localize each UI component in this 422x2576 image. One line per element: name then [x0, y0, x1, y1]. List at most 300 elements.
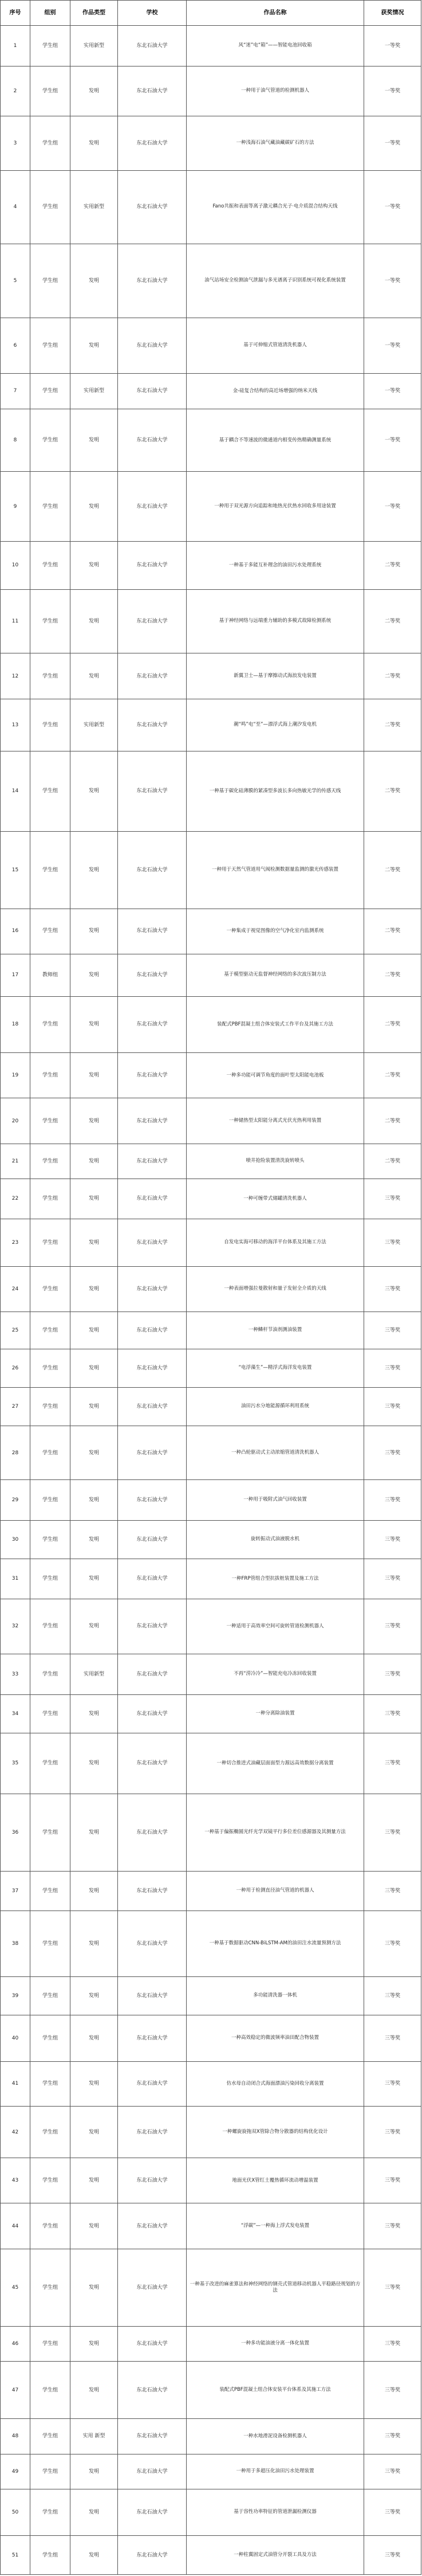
row-number: 39	[1, 1976, 30, 2015]
row-group: 学生组	[30, 472, 70, 542]
row-work-name: 一种集成于视觉图像的空气净化室内监测系统	[187, 909, 364, 954]
row-group: 学生组	[30, 1426, 70, 1480]
row-group: 学生组	[30, 2249, 70, 2327]
row-work-name: 仿水母自动闭合式海面漂油污染回收分离装置	[187, 2062, 364, 2107]
row-number: 16	[1, 909, 30, 954]
row-school: 东北石油大学	[118, 589, 187, 653]
row-school: 东北石油大学	[118, 653, 187, 699]
table-row	[1, 2158, 421, 2203]
row-award: 三等奖	[364, 1426, 421, 1480]
header-group: 组别	[30, 1, 70, 26]
table-row	[1, 116, 421, 170]
row-work-name: 一种基于多能互补理念的油田污水处理系统	[187, 542, 364, 590]
row-group: 学生组	[30, 1794, 70, 1872]
row-work-name: Fano共振和表面等离子激元耦合光子·电介质混合结构天线	[187, 170, 364, 244]
table-row	[1, 1872, 421, 1911]
table-row	[1, 1976, 421, 2015]
row-work-name: “浮碳”—一种海上浮式发电装置	[187, 2203, 364, 2249]
row-work-name: 一种用于吸附式油气回收装置	[187, 1480, 364, 1521]
row-category: 发明	[70, 2249, 118, 2327]
row-group: 学生组	[30, 1520, 70, 1559]
row-category: 发明	[70, 66, 118, 116]
row-group: 学生组	[30, 1911, 70, 1976]
row-category: 发明	[70, 1266, 118, 1312]
row-group: 学生组	[30, 1976, 70, 2015]
row-category: 发明	[70, 1349, 118, 1387]
row-award: 二等奖	[364, 909, 421, 954]
table-row	[1, 832, 421, 909]
row-school: 东北石油大学	[118, 2536, 187, 2575]
row-work-name: 油田污水分地能源循环利用系统	[187, 1387, 364, 1426]
row-category: 发明	[70, 1794, 118, 1872]
row-number: 44	[1, 2203, 30, 2249]
row-group: 学生组	[30, 2203, 70, 2249]
row-category: 发明	[70, 589, 118, 653]
row-work-name: 一种用于油气管道的检测机器人	[187, 66, 364, 116]
row-work-name: 一种基于改进的麻雀算法和神经网络的钢壳式管道移动机器人平稳路径规划的方法	[187, 2249, 364, 2327]
row-category: 发明	[70, 2203, 118, 2249]
row-category: 发明	[70, 1559, 118, 1599]
row-category: 发明	[70, 2158, 118, 2203]
row-school: 东北石油大学	[118, 373, 187, 409]
row-number: 27	[1, 1387, 30, 1426]
row-number: 11	[1, 589, 30, 653]
row-award: 二等奖	[364, 699, 421, 751]
row-number: 49	[1, 2454, 30, 2489]
row-work-name: 一种表面增强拉曼散射和量子发射全介质的天线	[187, 1266, 364, 1312]
row-number: 1	[1, 26, 30, 66]
row-group: 学生组	[30, 2536, 70, 2575]
row-award: 二等奖	[364, 832, 421, 909]
table-row	[1, 26, 421, 66]
row-school: 东北石油大学	[118, 1312, 187, 1349]
row-work-name: 旋转振动式油液脱水机	[187, 1520, 364, 1559]
row-school: 东北石油大学	[118, 751, 187, 831]
row-school: 东北石油大学	[118, 26, 187, 66]
table-row	[1, 244, 421, 318]
row-category: 发明	[70, 116, 118, 170]
row-school: 东北石油大学	[118, 409, 187, 472]
row-award: 三等奖	[364, 1219, 421, 1266]
row-school: 东北石油大学	[118, 1559, 187, 1599]
row-category: 发明	[70, 751, 118, 831]
row-category: 实用新型	[70, 26, 118, 66]
row-award: 一等奖	[364, 373, 421, 409]
row-school: 东北石油大学	[118, 116, 187, 170]
row-number: 3	[1, 116, 30, 170]
row-award: 三等奖	[364, 1480, 421, 1521]
row-award: 三等奖	[364, 2203, 421, 2249]
row-school: 东北石油大学	[118, 1872, 187, 1911]
row-group: 学生组	[30, 1312, 70, 1349]
table-row	[1, 996, 421, 1053]
table-row	[1, 170, 421, 244]
row-award: 三等奖	[364, 2536, 421, 2575]
row-school: 东北石油大学	[118, 1520, 187, 1559]
row-category: 实用 新型	[70, 2419, 118, 2454]
row-number: 18	[1, 996, 30, 1053]
table-row	[1, 2062, 421, 2107]
row-school: 东北石油大学	[118, 2203, 187, 2249]
row-number: 2	[1, 66, 30, 116]
row-category: 发明	[70, 2326, 118, 2361]
table-row	[1, 2362, 421, 2419]
row-work-name: 一种储热型太阳能分离式光伏光热利用装置	[187, 1098, 364, 1144]
row-work-name: 一种螺旋旋拖双X管除合物分散器的结构优化设计	[187, 2106, 364, 2158]
table-row	[1, 318, 421, 373]
row-category: 实用新型	[70, 170, 118, 244]
row-award: 一等奖	[364, 116, 421, 170]
row-number: 4	[1, 170, 30, 244]
row-award: 一等奖	[364, 318, 421, 373]
row-work-name: 一种用于天然气管道用气阀检测数据量监测的激光传感装置	[187, 832, 364, 909]
row-group: 学生组	[30, 170, 70, 244]
row-award: 三等奖	[364, 1976, 421, 2015]
row-award: 一等奖	[364, 409, 421, 472]
row-school: 东北石油大学	[118, 1599, 187, 1654]
row-work-name: 油气站场安全检测油气泄漏与多光谱离子识别系统可视化系统装置	[187, 244, 364, 318]
row-award: 二等奖	[364, 1098, 421, 1144]
row-group: 学生组	[30, 116, 70, 170]
row-category: 发明	[70, 409, 118, 472]
row-group: 学生组	[30, 2015, 70, 2061]
table-row	[1, 66, 421, 116]
row-category: 发明	[70, 2454, 118, 2489]
row-work-name: 潮“鸣”电“至”—漂浮式海上潮汐发电机	[187, 699, 364, 751]
table-row	[1, 1733, 421, 1794]
row-work-name: 一种用于双光源方向追踪和地热光伏热水回收多用途装置	[187, 472, 364, 542]
row-category: 发明	[70, 1179, 118, 1219]
row-number: 21	[1, 1144, 30, 1179]
row-group: 学生组	[30, 909, 70, 954]
row-category: 发明	[70, 996, 118, 1053]
row-group: 学生组	[30, 373, 70, 409]
row-work-name: 装配式PBF混凝土组合体安装平台体系及其施工方法	[187, 2362, 364, 2419]
row-school: 东北石油大学	[118, 66, 187, 116]
table-row	[1, 1179, 421, 1219]
row-school: 东北石油大学	[118, 1733, 187, 1794]
row-group: 学生组	[30, 1559, 70, 1599]
row-category: 实用新型	[70, 699, 118, 751]
row-number: 22	[1, 1179, 30, 1219]
row-number: 40	[1, 2015, 30, 2061]
row-school: 东北石油大学	[118, 472, 187, 542]
row-award: 一等奖	[364, 26, 421, 66]
row-work-name: 金-硅复合结构的高近场增强的纳米天线	[187, 373, 364, 409]
table-row	[1, 2536, 421, 2575]
row-number: 13	[1, 699, 30, 751]
row-work-name: 基于容性功率特征的管道泄漏检测仪器	[187, 2489, 364, 2536]
row-number: 26	[1, 1349, 30, 1387]
row-award: 一等奖	[364, 170, 421, 244]
row-award: 二等奖	[364, 954, 421, 996]
row-work-name: “电浮藻生”—精浮式海洋发电装置	[187, 1349, 364, 1387]
row-work-name: 自发电实海可移动的海洋平台体系及其施工方法	[187, 1219, 364, 1266]
row-number: 46	[1, 2326, 30, 2361]
row-school: 东北石油大学	[118, 1694, 187, 1733]
header-category: 作品类型	[70, 1, 118, 26]
row-group: 学生组	[30, 1599, 70, 1654]
row-work-name: 一种用于检测直径油气管道的机器人	[187, 1872, 364, 1911]
row-group: 学生组	[30, 2158, 70, 2203]
row-award: 三等奖	[364, 1387, 421, 1426]
row-school: 东北石油大学	[118, 2454, 187, 2489]
row-award: 三等奖	[364, 2158, 421, 2203]
row-work-name: 基于可伸缩式管道清洗机器人	[187, 318, 364, 373]
table-body	[1, 26, 421, 2575]
table-row	[1, 542, 421, 590]
row-school: 东北石油大学	[118, 2326, 187, 2361]
row-award: 三等奖	[364, 1179, 421, 1219]
row-group: 学生组	[30, 1179, 70, 1219]
table-row	[1, 2454, 421, 2489]
row-school: 东北石油大学	[118, 1480, 187, 1521]
row-category: 发明	[70, 909, 118, 954]
row-category: 发明	[70, 244, 118, 318]
row-award: 二等奖	[364, 1053, 421, 1098]
row-work-name: 一种凸轮驱动式主动浓缩管道清洗机器人	[187, 1426, 364, 1480]
row-group: 学生组	[30, 1266, 70, 1312]
row-number: 32	[1, 1599, 30, 1654]
row-work-name: 一种基于数据驱动CNN-BiLSTM-AM的油田注水流量预测方法	[187, 1911, 364, 1976]
row-award: 三等奖	[364, 2489, 421, 2536]
row-category: 发明	[70, 1976, 118, 2015]
row-school: 东北石油大学	[118, 2249, 187, 2327]
row-school: 东北石油大学	[118, 1144, 187, 1179]
row-number: 5	[1, 244, 30, 318]
table-row	[1, 472, 421, 542]
row-award: 二等奖	[364, 751, 421, 831]
row-number: 17	[1, 954, 30, 996]
row-work-name: 一种水地滑泥设备检测机器人	[187, 2419, 364, 2454]
row-group: 学生组	[30, 1098, 70, 1144]
row-school: 东北石油大学	[118, 1794, 187, 1872]
row-group: 学生组	[30, 832, 70, 909]
table-row	[1, 1266, 421, 1312]
row-group: 学生组	[30, 1053, 70, 1098]
row-work-name: 不再“涝冷冷”—智能充电冷冻回收装置	[187, 1654, 364, 1695]
row-work-name: 一种切合推进式油藏层面面型力源远高效数据分离装置	[187, 1733, 364, 1794]
row-category: 发明	[70, 1312, 118, 1349]
row-award: 三等奖	[364, 1654, 421, 1695]
row-number: 35	[1, 1733, 30, 1794]
row-work-name: 一种用于多超压化油田污水处理装置	[187, 2454, 364, 2489]
row-school: 东北石油大学	[118, 1387, 187, 1426]
table-row	[1, 1349, 421, 1387]
row-number: 7	[1, 373, 30, 409]
row-group: 学生组	[30, 2362, 70, 2419]
row-category: 发明	[70, 2015, 118, 2061]
row-school: 东北石油大学	[118, 1179, 187, 1219]
table-row	[1, 409, 421, 472]
row-group: 教师组	[30, 954, 70, 996]
row-category: 发明	[70, 542, 118, 590]
row-number: 12	[1, 653, 30, 699]
row-work-name: 一种鳞杆节油剂测油装置	[187, 1312, 364, 1349]
header-no: 序号	[1, 1, 30, 26]
row-school: 东北石油大学	[118, 954, 187, 996]
row-number: 47	[1, 2362, 30, 2419]
table-row	[1, 751, 421, 831]
table-row	[1, 1694, 421, 1733]
row-work-name: 基于神经网络与远端重力辅助的多模式故障检测系统	[187, 589, 364, 653]
row-category: 发明	[70, 1911, 118, 1976]
row-work-name: 基于耦合不等速波的微通道内相变传热精确测量系统	[187, 409, 364, 472]
row-category: 实用新型	[70, 373, 118, 409]
row-school: 东北石油大学	[118, 2158, 187, 2203]
row-work-name: 一种基于偏振椭圆光纤光学双镜平行多位差位感源器及其测量方法	[187, 1794, 364, 1872]
row-number: 20	[1, 1098, 30, 1144]
row-number: 9	[1, 472, 30, 542]
table-row	[1, 2249, 421, 2327]
row-award: 二等奖	[364, 653, 421, 699]
table-row	[1, 589, 421, 653]
row-group: 学生组	[30, 2106, 70, 2158]
table-row	[1, 1520, 421, 1559]
row-award: 一等奖	[364, 472, 421, 542]
row-category: 发明	[70, 1694, 118, 1733]
row-category: 发明	[70, 1098, 118, 1144]
row-category: 发明	[70, 318, 118, 373]
row-school: 东北石油大学	[118, 1976, 187, 2015]
row-group: 学生组	[30, 26, 70, 66]
row-work-name: 一种可缠带式储罐清洗机器人	[187, 1179, 364, 1219]
table-row	[1, 2326, 421, 2361]
row-group: 学生组	[30, 1144, 70, 1179]
row-work-name: 风“迷”电“箱”——智能电池回收箱	[187, 26, 364, 66]
table-row	[1, 653, 421, 699]
row-group: 学生组	[30, 66, 70, 116]
row-category: 发明	[70, 1219, 118, 1266]
row-award: 一等奖	[364, 66, 421, 116]
row-number: 24	[1, 1266, 30, 1312]
row-award: 三等奖	[364, 2454, 421, 2489]
row-work-name: 一种多功能可调节角度的面叶型太阳能电池板	[187, 1053, 364, 1098]
row-award: 三等奖	[364, 1794, 421, 1872]
row-school: 东北石油大学	[118, 2106, 187, 2158]
row-category: 发明	[70, 1426, 118, 1480]
table-row	[1, 909, 421, 954]
row-award: 三等奖	[364, 2106, 421, 2158]
row-number: 34	[1, 1694, 30, 1733]
row-school: 东北石油大学	[118, 1911, 187, 1976]
row-award: 三等奖	[364, 2326, 421, 2361]
row-group: 学生组	[30, 1654, 70, 1695]
row-school: 东北石油大学	[118, 2419, 187, 2454]
row-number: 51	[1, 2536, 30, 2575]
table-row	[1, 1559, 421, 1599]
row-category: 发明	[70, 954, 118, 996]
row-award: 二等奖	[364, 589, 421, 653]
row-award: 三等奖	[364, 2419, 421, 2454]
row-work-name: 一种基于碳化硅薄膜的紧凑型多波长多向热敏光学的传感天线	[187, 751, 364, 831]
row-school: 东北石油大学	[118, 2362, 187, 2419]
row-category: 发明	[70, 2489, 118, 2536]
row-number: 28	[1, 1426, 30, 1480]
row-number: 36	[1, 1794, 30, 1872]
table-row	[1, 1599, 421, 1654]
row-group: 学生组	[30, 589, 70, 653]
header-work-name: 作品名称	[187, 1, 364, 26]
row-category: 发明	[70, 1053, 118, 1098]
row-category: 发明	[70, 1520, 118, 1559]
row-school: 东北石油大学	[118, 1053, 187, 1098]
row-work-name: 基于模型驱动无监督神经网络的多次波压制方法	[187, 954, 364, 996]
row-category: 发明	[70, 2536, 118, 2575]
row-number: 15	[1, 832, 30, 909]
row-category: 发明	[70, 653, 118, 699]
row-award: 一等奖	[364, 244, 421, 318]
row-number: 25	[1, 1312, 30, 1349]
row-award: 三等奖	[364, 2015, 421, 2061]
row-group: 学生组	[30, 2062, 70, 2107]
row-number: 29	[1, 1480, 30, 1521]
row-category: 发明	[70, 1599, 118, 1654]
row-award: 三等奖	[364, 2062, 421, 2107]
row-category: 发明	[70, 2062, 118, 2107]
row-category: 发明	[70, 2106, 118, 2158]
row-award: 三等奖	[364, 1599, 421, 1654]
row-work-name: 一种多功能油液分离一体化装置	[187, 2326, 364, 2361]
row-category: 发明	[70, 2362, 118, 2419]
row-work-name: 一种FRP管组合型抗拔桩装置及施工方法	[187, 1559, 364, 1599]
row-group: 学生组	[30, 1694, 70, 1733]
table-row	[1, 1098, 421, 1144]
row-school: 东北石油大学	[118, 1098, 187, 1144]
row-award: 二等奖	[364, 1144, 421, 1179]
row-award: 三等奖	[364, 1911, 421, 1976]
row-category: 发明	[70, 1733, 118, 1794]
row-category: 发明	[70, 1872, 118, 1911]
table-row	[1, 2489, 421, 2536]
row-number: 48	[1, 2419, 30, 2454]
row-school: 东北石油大学	[118, 1654, 187, 1695]
row-school: 东北石油大学	[118, 1219, 187, 1266]
row-award: 三等奖	[364, 1520, 421, 1559]
row-award: 三等奖	[364, 1694, 421, 1733]
row-group: 学生组	[30, 1219, 70, 1266]
row-category: 发明	[70, 1144, 118, 1179]
row-school: 东北石油大学	[118, 244, 187, 318]
row-award: 三等奖	[364, 1559, 421, 1599]
table-row	[1, 699, 421, 751]
table-row	[1, 1144, 421, 1179]
row-school: 东北石油大学	[118, 2015, 187, 2061]
row-category: 发明	[70, 472, 118, 542]
row-number: 6	[1, 318, 30, 373]
table-row	[1, 1312, 421, 1349]
row-award: 三等奖	[364, 1266, 421, 1312]
row-group: 学生组	[30, 542, 70, 590]
row-award: 三等奖	[364, 1312, 421, 1349]
row-group: 学生组	[30, 318, 70, 373]
row-school: 东北石油大学	[118, 2062, 187, 2107]
row-school: 东北石油大学	[118, 542, 187, 590]
row-group: 学生组	[30, 751, 70, 831]
table-row	[1, 2419, 421, 2454]
table-row	[1, 954, 421, 996]
row-number: 37	[1, 1872, 30, 1911]
row-group: 学生组	[30, 244, 70, 318]
row-award: 三等奖	[364, 1349, 421, 1387]
row-award: 三等奖	[364, 1733, 421, 1794]
row-number: 8	[1, 409, 30, 472]
row-work-name: 新翼卫士—基于摩擦动式海浪发电装置	[187, 653, 364, 699]
row-school: 东北石油大学	[118, 832, 187, 909]
row-number: 42	[1, 2106, 30, 2158]
row-work-name: 装配式PBF混凝土组合体安装式工作平台及其施工方法	[187, 996, 364, 1053]
table-row	[1, 1219, 421, 1266]
